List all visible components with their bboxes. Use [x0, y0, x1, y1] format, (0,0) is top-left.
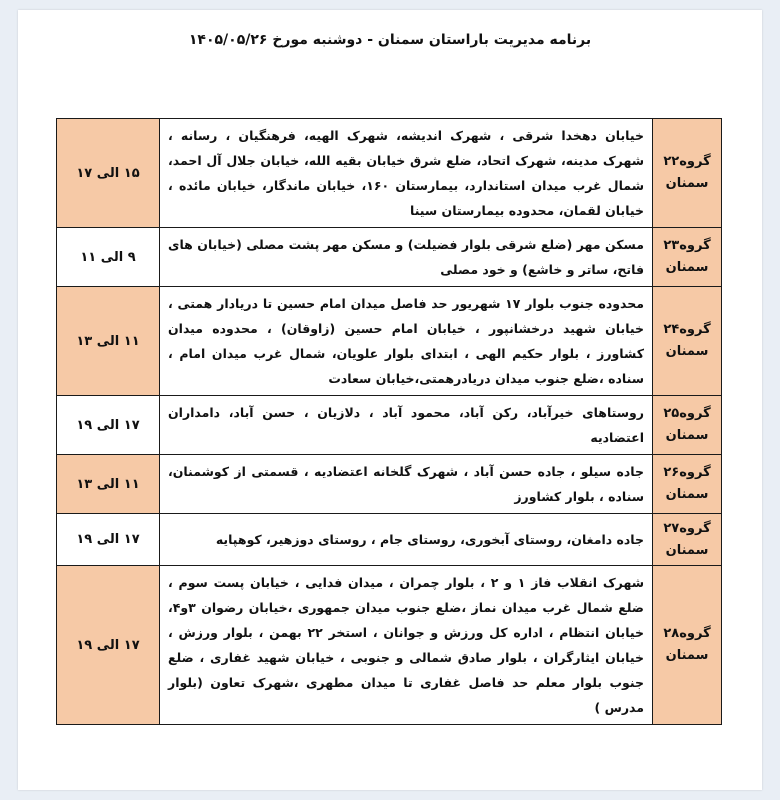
- group-label: گروه۲۷: [663, 520, 711, 536]
- group-cell: [653, 455, 722, 514]
- document-page: [18, 10, 762, 790]
- time-cell: ۱۷ الی ۱۹: [57, 396, 160, 455]
- group-cell: [653, 228, 722, 287]
- city-label: سمنان: [665, 648, 709, 663]
- group-cell: [653, 287, 722, 396]
- city-label: سمنان: [665, 428, 709, 443]
- group-label: گروه۲۶: [663, 465, 711, 480]
- group-label: گروه۲۲: [663, 154, 711, 169]
- areas-cell: مسکن مهر (ضلع شرقی بلوار فضیلت) و مسکن مهر پشت مصلی (خیابان های فاتح، ساتر و خاشع) و خود مصلی: [160, 228, 653, 287]
- city-label: سمنان: [665, 542, 709, 558]
- group-cell: [653, 514, 722, 566]
- areas-cell: جاده سیلو ، جاده حسن آباد ، شهرک گلخانه اعتضادیه ، قسمتی از کوشمنان، سناده ، بلوار کشاورز: [160, 455, 653, 514]
- table-row: [57, 228, 722, 287]
- group-cell: [653, 566, 722, 725]
- city-label: سمنان: [665, 344, 709, 359]
- group-label: گروه۲۸: [663, 626, 711, 641]
- table-row: [57, 514, 722, 566]
- areas-cell: خیابان دهخدا شرقی ، شهرک اندیشه، شهرک الهیه، فرهنگیان ، رسانه ، شهرک مدینه، شهرک اتحاد، ضلع شرق خیابان بقیه الله، خیابان جلال آل احمد، شمال غرب میدان استاندارد، بیمارستان ۱۶۰، خیابان ماندگار، خیابان مائده ، خیابان لقمان، محدوده بیمارستان سینا: [160, 119, 653, 228]
- city-label: سمنان: [665, 487, 709, 502]
- table-row: [57, 287, 722, 396]
- areas-cell: شهرک انقلاب فاز ۱ و ۲ ، بلوار چمران ، میدان فدایی ، خیابان پست سوم ، ضلع شمال غرب میدان نماز ،ضلع جنوب میدان جمهوری ،خیابان رضوان ۳و۴، خیابان انتظام ، اداره کل ورزش و جوانان ، استخر ۲۲ بهمن ، بلوار ورزش ، خیابان ایثارگران ، بلوار صادق شمالی و جنوبی ، خیابان شهید غفاری ، ضلع جنوب بلوار معلم حد فاصل غفاری تا میدان مطهری ،شهرک تعاون (بلوار مدرس ): [160, 566, 653, 725]
- table-row: [57, 455, 722, 514]
- time-cell: ۱۵ الی ۱۷: [57, 119, 160, 228]
- table-row: [57, 566, 722, 725]
- time-cell: ۱۱ الی ۱۳: [57, 455, 160, 514]
- group-label: گروه۲۵: [663, 406, 711, 421]
- group-label: گروه۲۳: [663, 238, 711, 253]
- time-cell: ۹ الی ۱۱: [57, 228, 160, 287]
- schedule-table: [56, 118, 722, 725]
- group-label: گروه۲۴: [663, 322, 711, 337]
- time-cell: ۱۱ الی ۱۳: [57, 287, 160, 396]
- areas-cell: محدوده جنوب بلوار ۱۷ شهریور حد فاصل میدان امام حسین تا دریادار همتی ، خیابان شهید درخشانپور ، خیابان امام حسین (زاوقان) ، محدوده میدان کشاورز ، بلوار حکیم الهی ، ابتدای بلوار علویان، شمال غرب میدان امام ، سناده ،ضلع جنوب میدان دریادرهمتی،خیابان سعادت: [160, 287, 653, 396]
- table-row: [57, 396, 722, 455]
- city-label: سمنان: [665, 260, 709, 275]
- table-row: [57, 119, 722, 228]
- group-cell: [653, 119, 722, 228]
- group-cell: [653, 396, 722, 455]
- time-cell: ۱۷ الی ۱۹: [57, 566, 160, 725]
- city-label: سمنان: [665, 176, 709, 191]
- areas-cell: روستاهای خیرآباد، رکن آباد، محمود آباد ، دلازیان ، حسن آباد، دامداران اعتضادیه: [160, 396, 653, 455]
- page-title: برنامه مدیریت باراستان سمنان - دوشنبه مورخ ۱۴۰۵/۰۵/۲۶: [188, 32, 592, 48]
- time-cell: ۱۷ الی ۱۹: [57, 514, 160, 566]
- areas-cell: جاده دامغان، روستای آبخوری، روستای جام ، روستای دوزهیر، کوهپایه: [160, 514, 653, 566]
